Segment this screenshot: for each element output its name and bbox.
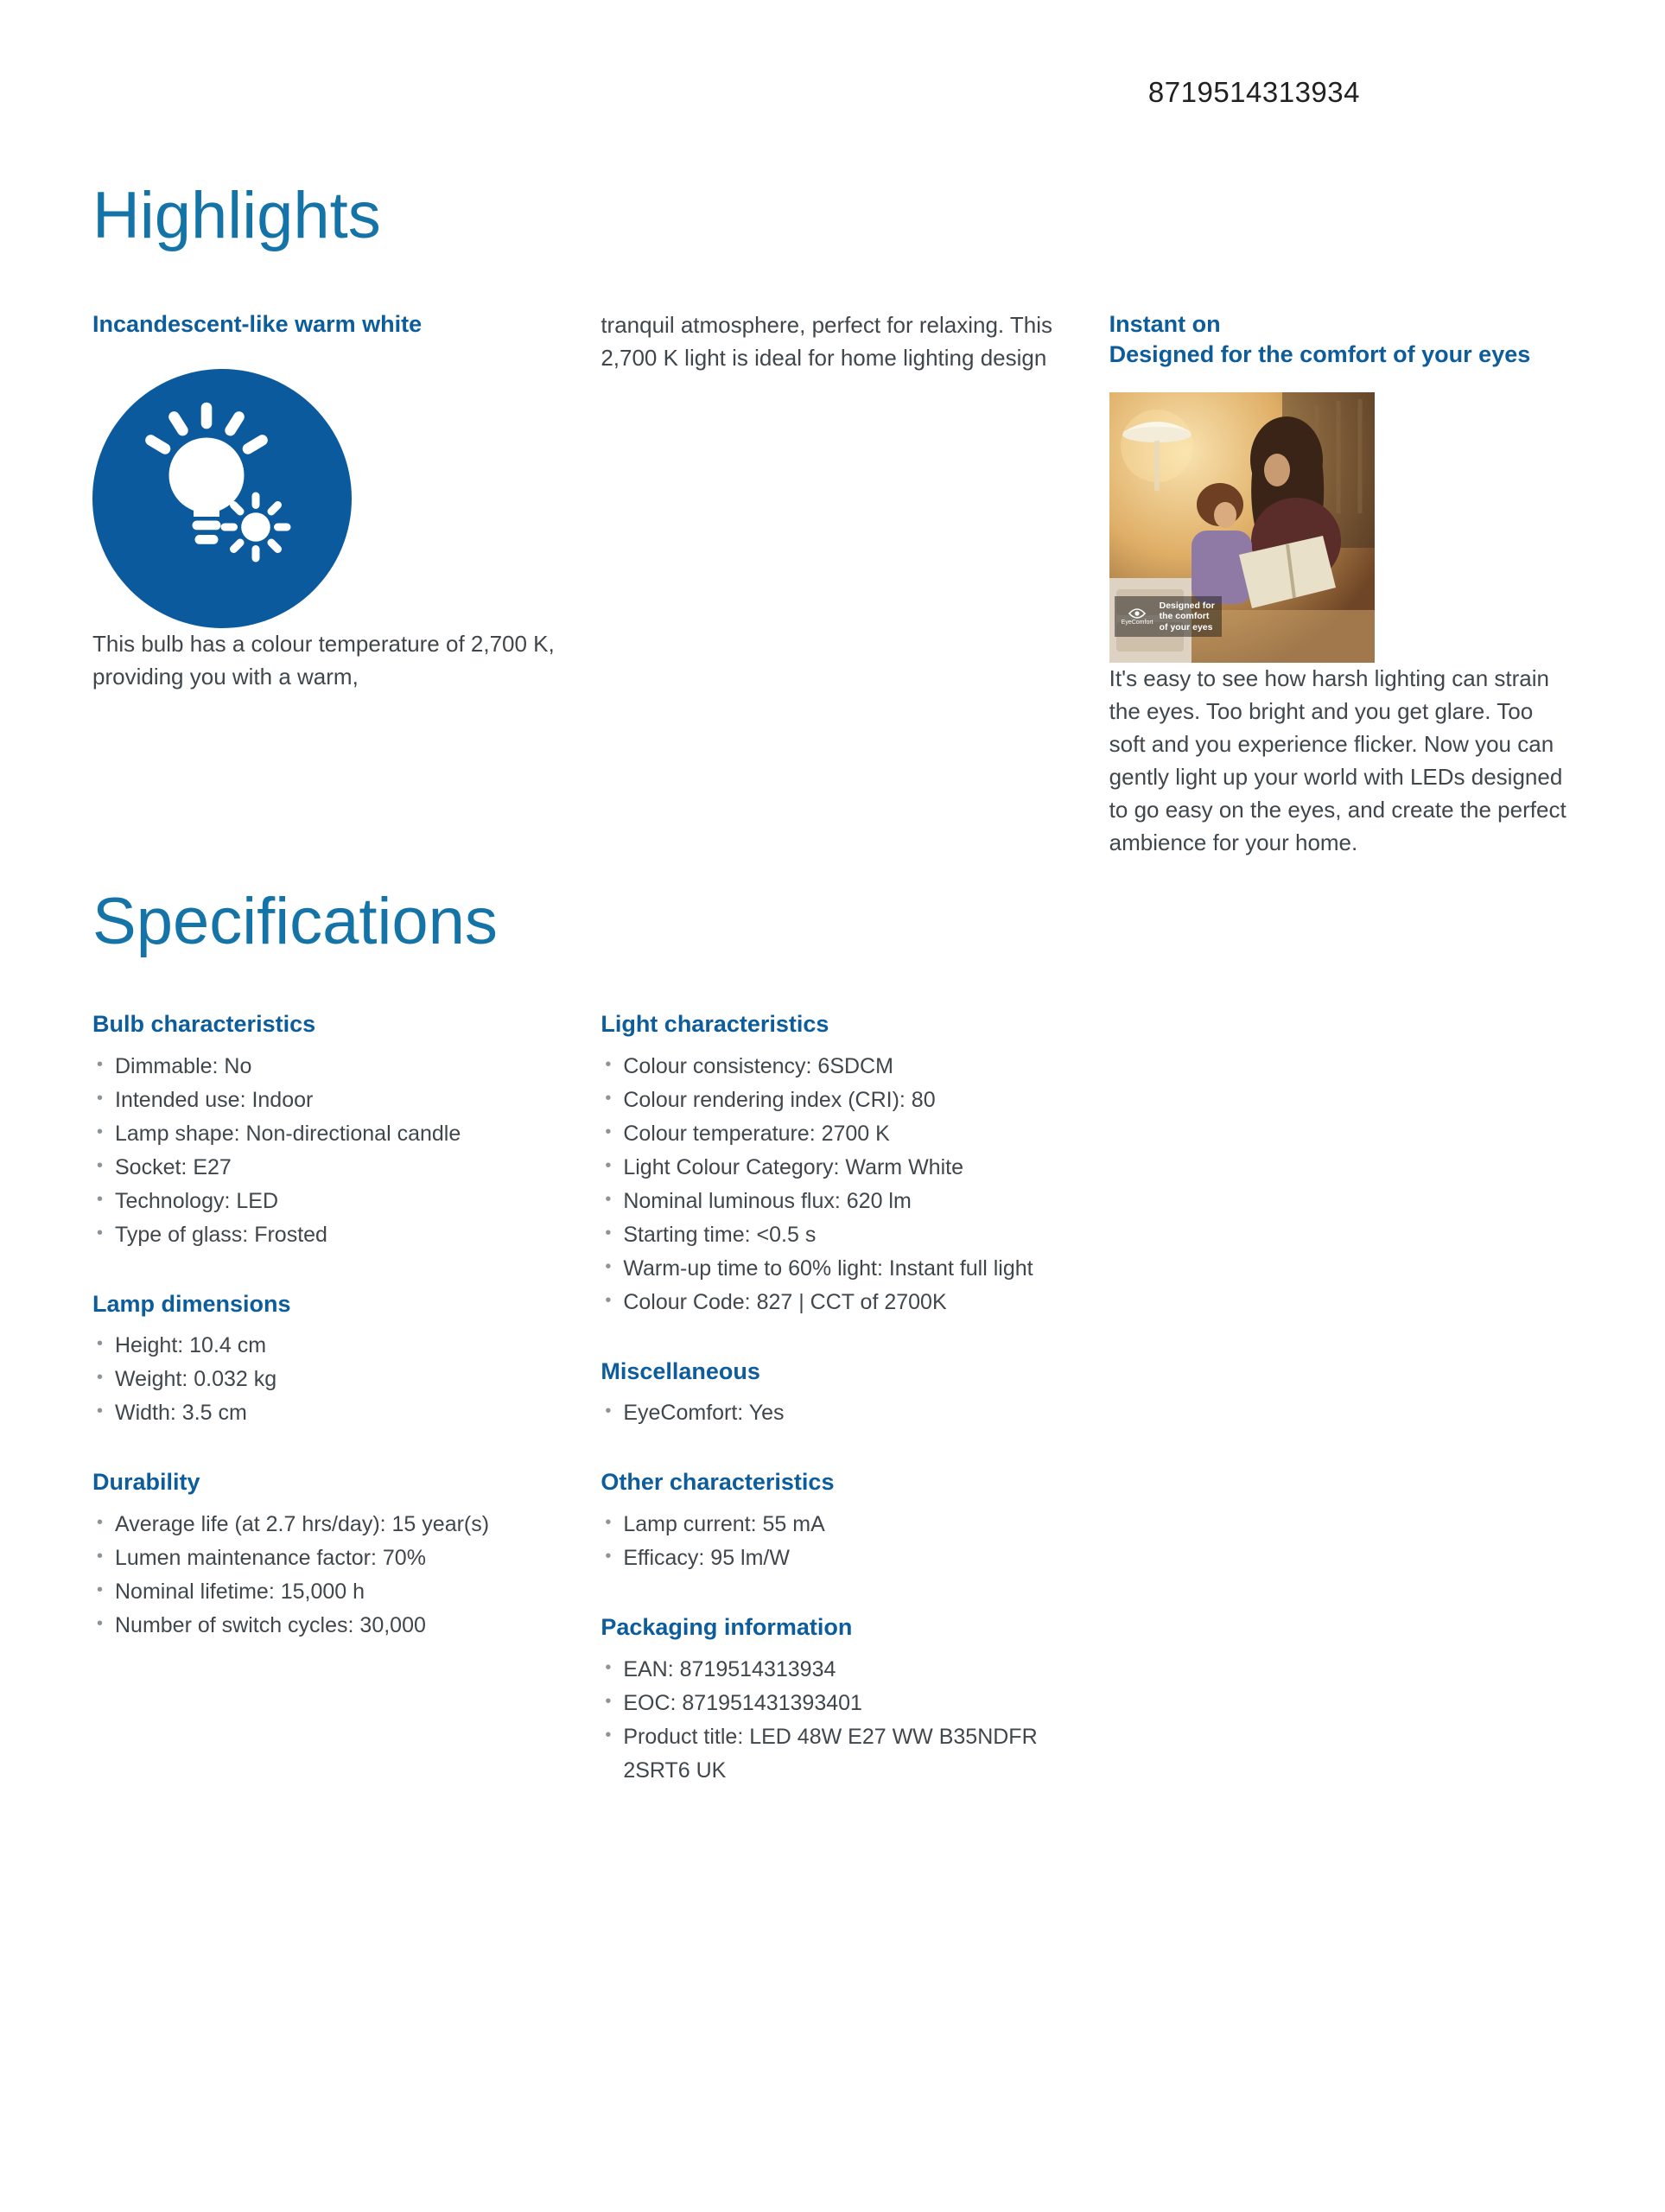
warm-white-bulb-icon — [92, 369, 352, 628]
spec-group-heading: Packaging information — [601, 1614, 853, 1641]
spec-item: • Efficacy: 95 lm/W — [601, 1541, 1064, 1575]
spec-list — [601, 1508, 1064, 1575]
warm-white-paragraph-part1: This bulb has a colour temperature of 2,700 K, providing you with a warm, — [92, 631, 555, 690]
spec-list — [601, 1050, 1064, 1319]
spec-group-heading: Bulb characteristics — [92, 1010, 316, 1037]
specifications-title: Specifications — [92, 884, 498, 958]
spec-item: • Starting time: <0.5 s — [601, 1218, 1064, 1252]
spec-item: • Colour Code: 827 | CCT of 2700K — [601, 1286, 1064, 1319]
spec-item: • EyeComfort: Yes — [601, 1396, 1064, 1430]
spec-column-3-empty — [1109, 1010, 1573, 1788]
badge-text-line3: of your eyes — [1159, 621, 1213, 632]
spec-item: • Product title: LED 48W E27 WW B35NDFR 2SRT6 UK — [601, 1720, 1064, 1788]
badge-text-line2: the comfort — [1159, 611, 1210, 622]
eyecomfort-badge-text — [1160, 601, 1215, 632]
spec-item: • Lumen maintenance factor: 70% — [92, 1541, 556, 1575]
spec-list — [601, 1396, 1064, 1430]
warm-white-paragraph-part2: tranquil atmosphere, perfect for relaxing. This 2,700 K light is ideal for home lighting design — [601, 312, 1052, 371]
instant-on-heading-line1: Instant on — [1109, 311, 1221, 337]
spec-group-heading: Other characteristics — [601, 1469, 835, 1496]
highlights-section — [92, 309, 1573, 860]
spec-item: • Lamp shape: Non-directional candle — [92, 1117, 556, 1151]
spec-group-lamp-dimensions — [92, 1290, 556, 1431]
badge-text-line1: Designed for — [1159, 601, 1215, 612]
eyecomfort-logo-icon — [1122, 608, 1153, 626]
spec-item: • Type of glass: Frosted — [92, 1218, 556, 1252]
spec-item: • Height: 10.4 cm — [92, 1329, 556, 1363]
spec-group-durability — [92, 1468, 556, 1643]
eyecomfort-badge — [1115, 596, 1222, 637]
highlight-column-1 — [92, 309, 556, 860]
instant-on-paragraph: It's easy to see how harsh lighting can strain the eyes. Too bright and you get glare. Too soft and you experience flicker. Now you can gently light up your world with LEDs designed to go easy on the eyes, and create the perfect ambience for your home. — [1109, 665, 1566, 855]
instant-on-heading — [1109, 309, 1573, 370]
spec-group-bulb-characteristics — [92, 1010, 556, 1252]
highlight-column-3 — [1109, 309, 1573, 860]
spec-item: • Average life (at 2.7 hrs/day): 15 year(s) — [92, 1508, 556, 1541]
spec-group-packaging-information — [601, 1613, 1064, 1788]
spec-item: • Lamp current: 55 mA — [601, 1508, 1064, 1541]
spec-group-light-characteristics — [601, 1010, 1064, 1319]
spec-item: • EAN: 8719514313934 — [601, 1653, 1064, 1687]
warm-white-heading: Incandescent-like warm white — [92, 311, 423, 337]
spec-item: • Dimmable: No — [92, 1050, 556, 1084]
spec-item: • Intended use: Indoor — [92, 1084, 556, 1117]
spec-item: • Number of switch cycles: 30,000 — [92, 1609, 556, 1643]
spec-item: • Warm-up time to 60% light: Instant full light — [601, 1252, 1064, 1286]
spec-column-1 — [92, 1010, 556, 1788]
highlight-column-2 — [601, 309, 1064, 860]
spec-item: • Colour temperature: 2700 K — [601, 1117, 1064, 1151]
ean-number: 8719514313934 — [1147, 76, 1360, 108]
spec-group-heading: Miscellaneous — [601, 1357, 760, 1384]
spec-group-heading: Durability — [92, 1469, 200, 1496]
spec-item: • Colour rendering index (CRI): 80 — [601, 1084, 1064, 1117]
spec-item: • Socket: E27 — [92, 1151, 556, 1185]
spec-group-other-characteristics — [601, 1468, 1064, 1575]
spec-column-2 — [601, 1010, 1064, 1788]
spec-list — [601, 1653, 1064, 1788]
spec-list — [92, 1329, 556, 1430]
highlights-title: Highlights — [92, 179, 381, 252]
specifications-section — [92, 1010, 1573, 1788]
spec-item: • Weight: 0.032 kg — [92, 1363, 556, 1396]
spec-item: • Width: 3.5 cm — [92, 1396, 556, 1430]
spec-item: • Light Colour Category: Warm White — [601, 1151, 1064, 1185]
spec-item: • Nominal lifetime: 15,000 h — [92, 1575, 556, 1609]
spec-group-heading: Light characteristics — [601, 1010, 829, 1037]
eyecomfort-brand-label: EyeComfort — [1121, 619, 1153, 626]
spec-list — [92, 1508, 556, 1643]
spec-group-heading: Lamp dimensions — [92, 1290, 291, 1317]
spec-item: • Colour consistency: 6SDCM — [601, 1050, 1064, 1084]
instant-on-heading-line2: Designed for the comfort of your eyes — [1109, 341, 1531, 368]
spec-item: • EOC: 871951431393401 — [601, 1687, 1064, 1720]
comfort-photo — [1109, 392, 1375, 663]
spec-group-miscellaneous — [601, 1357, 1064, 1431]
spec-item: • Nominal luminous flux: 620 lm — [601, 1185, 1064, 1218]
spec-list — [92, 1050, 556, 1252]
spec-item: • Technology: LED — [92, 1185, 556, 1218]
